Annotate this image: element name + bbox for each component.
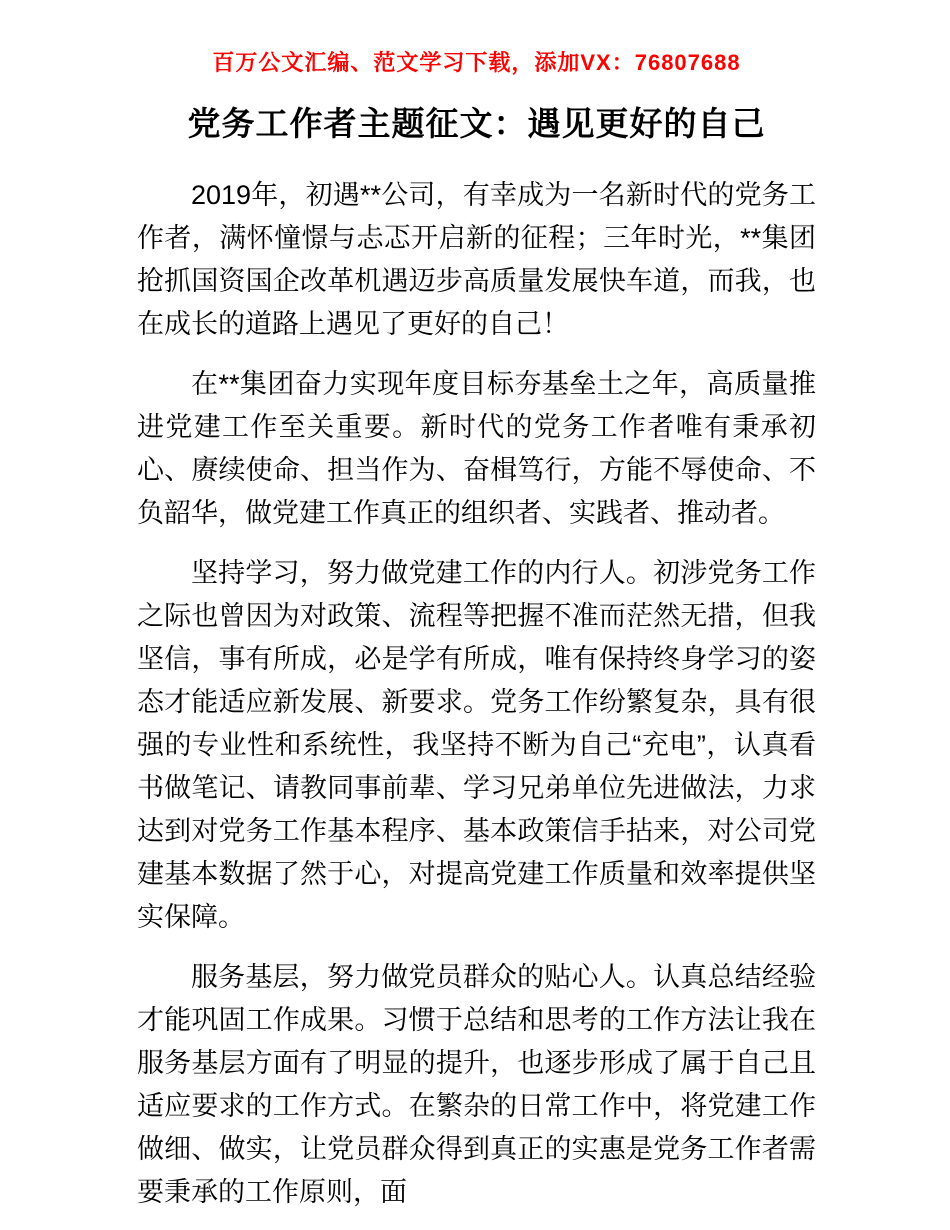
document-title: 党务工作者主题征文：遇见更好的自己	[187, 105, 766, 142]
paragraph: 服务基层，努力做党员群众的贴心人。认真总结经验才能巩固工作成果。习惯于总结和思考的工作方法让我在服务基层方面有了明显的提升，也逐步形成了属于自己且适应要求的工作方式。在繁杂的日常工作中，将党建工作做细、做实，让党员群众得到真正的实惠是党务工作者需要秉承的工作原则，面	[137, 961, 816, 1207]
header-notice: 百万公文汇编、范文学习下载，添加VX：76807688	[212, 50, 741, 75]
paragraph: 2019年，初遇**公司，有幸成为一名新时代的党务工作者，满怀憧憬与忐忑开启新的征程；三年时光，**集团抢抓国资国企改革机遇迈步高质量发展快车道，而我，也在成长的道路上遇见了更好的自己！	[137, 179, 816, 339]
paragraph: 在**集团奋力实现年度目标夯基垒土之年，高质量推进党建工作至关重要。新时代的党务工作者唯有秉承初心、赓续使命、担当作为、奋楫笃行，方能不辱使命、不负韶华，做党建工作真正的组织者、实践者、推动者。	[137, 368, 816, 528]
paragraph: 坚持学习，努力做党建工作的内行人。初涉党务工作之际也曾因为对政策、流程等把握不准而茫然无措，但我坚信，事有所成，必是学有所成，唯有保持终身学习的姿态才能适应新发展、新要求。党务工作纷繁复杂，具有很强的专业性和系统性，我坚持不断为自己“充电”，认真看书做笔记、请教同事前辈、学习兄弟单位先进做法，力求达到对党务工作基本程序、基本政策信手拈来，对公司党建基本数据了然于心，对提高党建工作质量和效率提供坚实保障。	[137, 557, 816, 932]
